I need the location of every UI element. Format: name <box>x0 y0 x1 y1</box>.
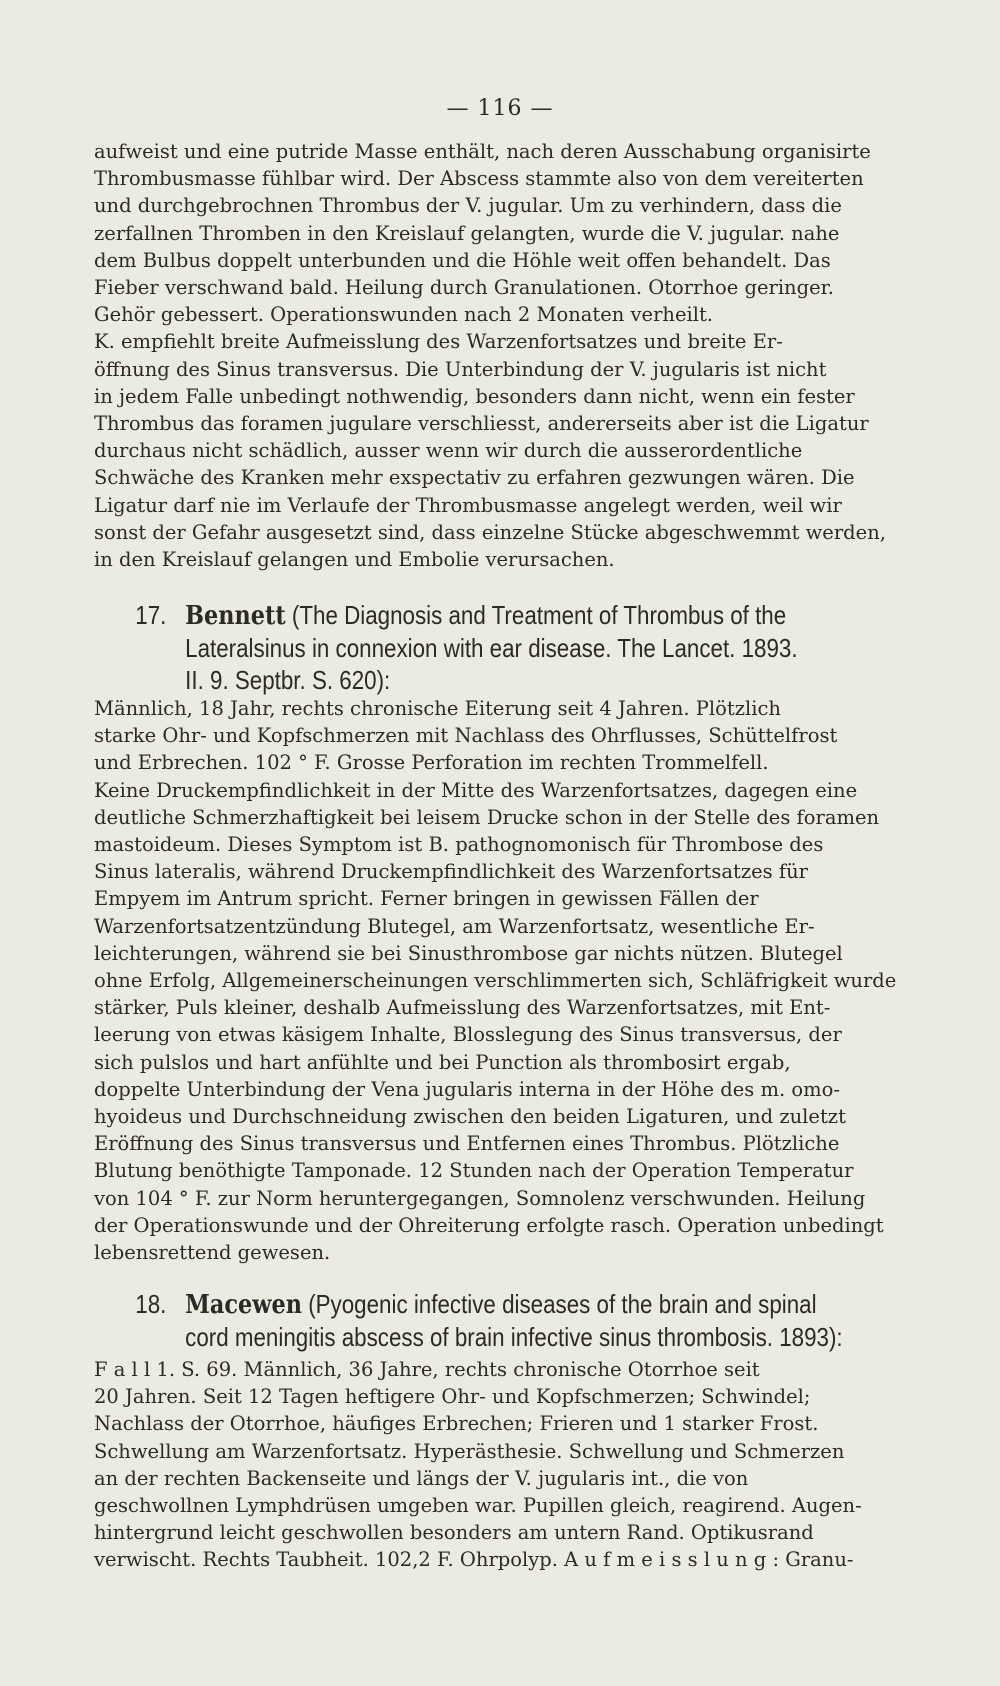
citation-line-2: cord meningitis abscess of brain infective sinus thrombosis. 1893): <box>185 1322 843 1352</box>
text-line: hintergrund leicht geschwollen besonders am untern Rand. Optikusrand <box>94 1521 814 1545</box>
text-line: Empyem im Antrum spricht. Ferner bringen in gewissen Fällen der <box>94 887 759 911</box>
citation-line-1: (The Diagnosis and Treatment of Thrombus of the <box>291 600 787 630</box>
text-line: Schwäche des Kranken mehr exspectativ zu erfahren gezwungen wären. Die <box>94 466 855 490</box>
text-line: Gehör gebessert. Operationswunden nach 2 Monaten verheilt. <box>94 303 713 327</box>
text-line: Eröffnung des Sinus transversus und Entfernen eines Thrombus. Plötzliche <box>94 1132 840 1156</box>
bibliography-entry-17 <box>94 599 827 696</box>
text-line: Schwellung am Warzenfortsatz. Hyperästhesie. Schwellung und Schmerzen <box>94 1439 845 1463</box>
text-line: und durchgebrochnen Thrombus der V. jugular. Um zu verhindern, dass die <box>94 194 842 218</box>
text-line: Männlich, 18 Jahr, rechts chronische Eiterung seit 4 Jahren. Plötzlich <box>94 697 781 720</box>
text-line: und Erbrechen. 102 ° F. Grosse Perforation im rechten Trommelfell. <box>94 751 769 775</box>
text-line: der Operationswunde und der Ohreiterung erfolgte rasch. Operation unbedingt <box>94 1213 884 1237</box>
text-line: 20 Jahren. Seit 12 Tagen heftigere Ohr- und Kopfschmerzen; Schwindel; <box>94 1385 811 1409</box>
text-line: aufweist und eine putride Masse enthält, nach deren Ausschabung organisirte <box>94 140 871 163</box>
text-line: lebensrettend gewesen. <box>94 1241 331 1265</box>
citation-line-2: Lateralsinus in connexion with ear disease. The Lancet. 1893. <box>185 633 798 663</box>
text-line: stärker, Puls kleiner, deshalb Aufmeisslung des Warzenfortsatzes, mit Ent- <box>94 996 831 1020</box>
text-line: in jedem Falle unbedingt nothwendig, besonders dann nicht, wenn ein fester <box>94 384 855 408</box>
paragraph-macewen-case-1 <box>94 1356 946 1574</box>
text-line: zerfallnen Thromben in den Kreislauf gelangten, wurde die V. jugular. nahe <box>94 221 840 245</box>
text-line: starke Ohr- und Kopfschmerzen mit Nachlass des Ohrflusses, Schüttelfrost <box>94 724 838 748</box>
text-line: Keine Druckempfindlichkeit in der Mitte des Warzenfortsatzes, dagegen eine <box>94 778 858 802</box>
text-line: doppelte Unterbindung der Vena jugularis interna in der Höhe des m. omo- <box>94 1077 840 1101</box>
text-line: dem Bulbus doppelt unterbunden und die Höhle weit offen behandelt. Das <box>94 248 831 272</box>
text-line: F a l l 1. S. 69. Männlich, 36 Jahre, rechts chronische Otorrhoe seit <box>94 1358 760 1381</box>
text-line: in den Kreislauf gelangen und Embolie verursachen. <box>94 548 615 572</box>
text-line: sonst der Gefahr ausgesetzt sind, dass einzelne Stücke abgeschwemmt werden, <box>94 520 886 544</box>
text-line: ohne Erfolg, Allgemeinerscheinungen verschlimmerten sich, Schläfrigkeit wurde <box>94 969 897 993</box>
text-line: Nachlass der Otorrhoe, häufiges Erbrechen; Frieren und 1 starker Frost. <box>94 1412 819 1436</box>
citation-line-3: II. 9. Septbr. S. 620): <box>185 665 391 695</box>
text-line: Blutung benöthigte Tamponade. 12 Stunden nach der Operation Temperatur <box>94 1159 854 1183</box>
text-line: mastoideum. Dieses Symptom ist B. pathognomonisch für Thrombose des <box>94 833 824 857</box>
text-line: an der rechten Backenseite und längs der V. jugularis int., die von <box>94 1466 749 1490</box>
paragraph-kuhn-case-conclusion <box>94 138 946 573</box>
paragraph-bennett-case <box>94 695 946 1266</box>
entry-number: 18. <box>135 1289 167 1319</box>
text-line: leerung von etwas käsigem Inhalte, Blosslegung des Sinus transversus, der <box>94 1023 842 1047</box>
text-line: geschwollnen Lymphdrüsen umgeben war. Pupillen gleich, reagirend. Augen- <box>94 1494 862 1518</box>
text-line: hyoideus und Durchschneidung zwischen den beiden Ligaturen, und zuletzt <box>94 1105 846 1129</box>
text-line: Thrombus das foramen jugulare verschliesst, andererseits aber ist die Ligatur <box>94 412 869 436</box>
author-name: Bennett <box>185 601 286 631</box>
citation-line-1: (Pyogenic infective diseases of the brain and spinal <box>308 1289 817 1319</box>
text-line: Thrombusmasse fühlbar wird. Der Abscess stammte also von dem vereiterten <box>94 167 864 191</box>
text-line: Warzenfortsatzentzündung Blutegel, am Warzenfortsatz, wesentliche Er- <box>94 914 815 938</box>
text-line: sich pulslos und hart anfühlte und bei Punction als thrombosirt ergab, <box>94 1050 791 1074</box>
author-name: Macewen <box>185 1290 302 1320</box>
text-line: öffnung des Sinus transversus. Die Unterbindung der V. jugularis ist nicht <box>94 357 827 381</box>
bibliography-entry-18 <box>94 1288 843 1353</box>
text-line: K. empfiehlt breite Aufmeisslung des Warzenfortsatzes und breite Er- <box>94 330 783 354</box>
text-line: von 104 ° F. zur Norm heruntergegangen, Somnolenz verschwunden. Heilung <box>94 1186 866 1210</box>
text-line: verwischt. Rechts Taubheit. 102,2 F. Ohrpolyp. A u f m e i s s l u n g : Granu- <box>94 1548 854 1572</box>
text-line: Sinus lateralis, während Druckempfindlichkeit des Warzenfortsatzes für <box>94 860 808 884</box>
entry-number: 17. <box>135 600 167 630</box>
text-line: durchaus nicht schädlich, ausser wenn wir durch die ausserordentliche <box>94 439 803 463</box>
page-number: — 116 — <box>446 96 554 121</box>
text-line: leichterungen, während sie bei Sinusthrombose gar nichts nützen. Blutegel <box>94 941 843 965</box>
text-line: Fieber verschwand bald. Heilung durch Granulationen. Otorrhoe geringer. <box>94 276 835 300</box>
text-line: deutliche Schmerzhaftigkeit bei leisem Drucke schon in der Stelle des foramen <box>94 805 880 829</box>
text-line: Ligatur darf nie im Verlaufe der Thrombusmasse angelegt werden, weil wir <box>94 493 842 517</box>
